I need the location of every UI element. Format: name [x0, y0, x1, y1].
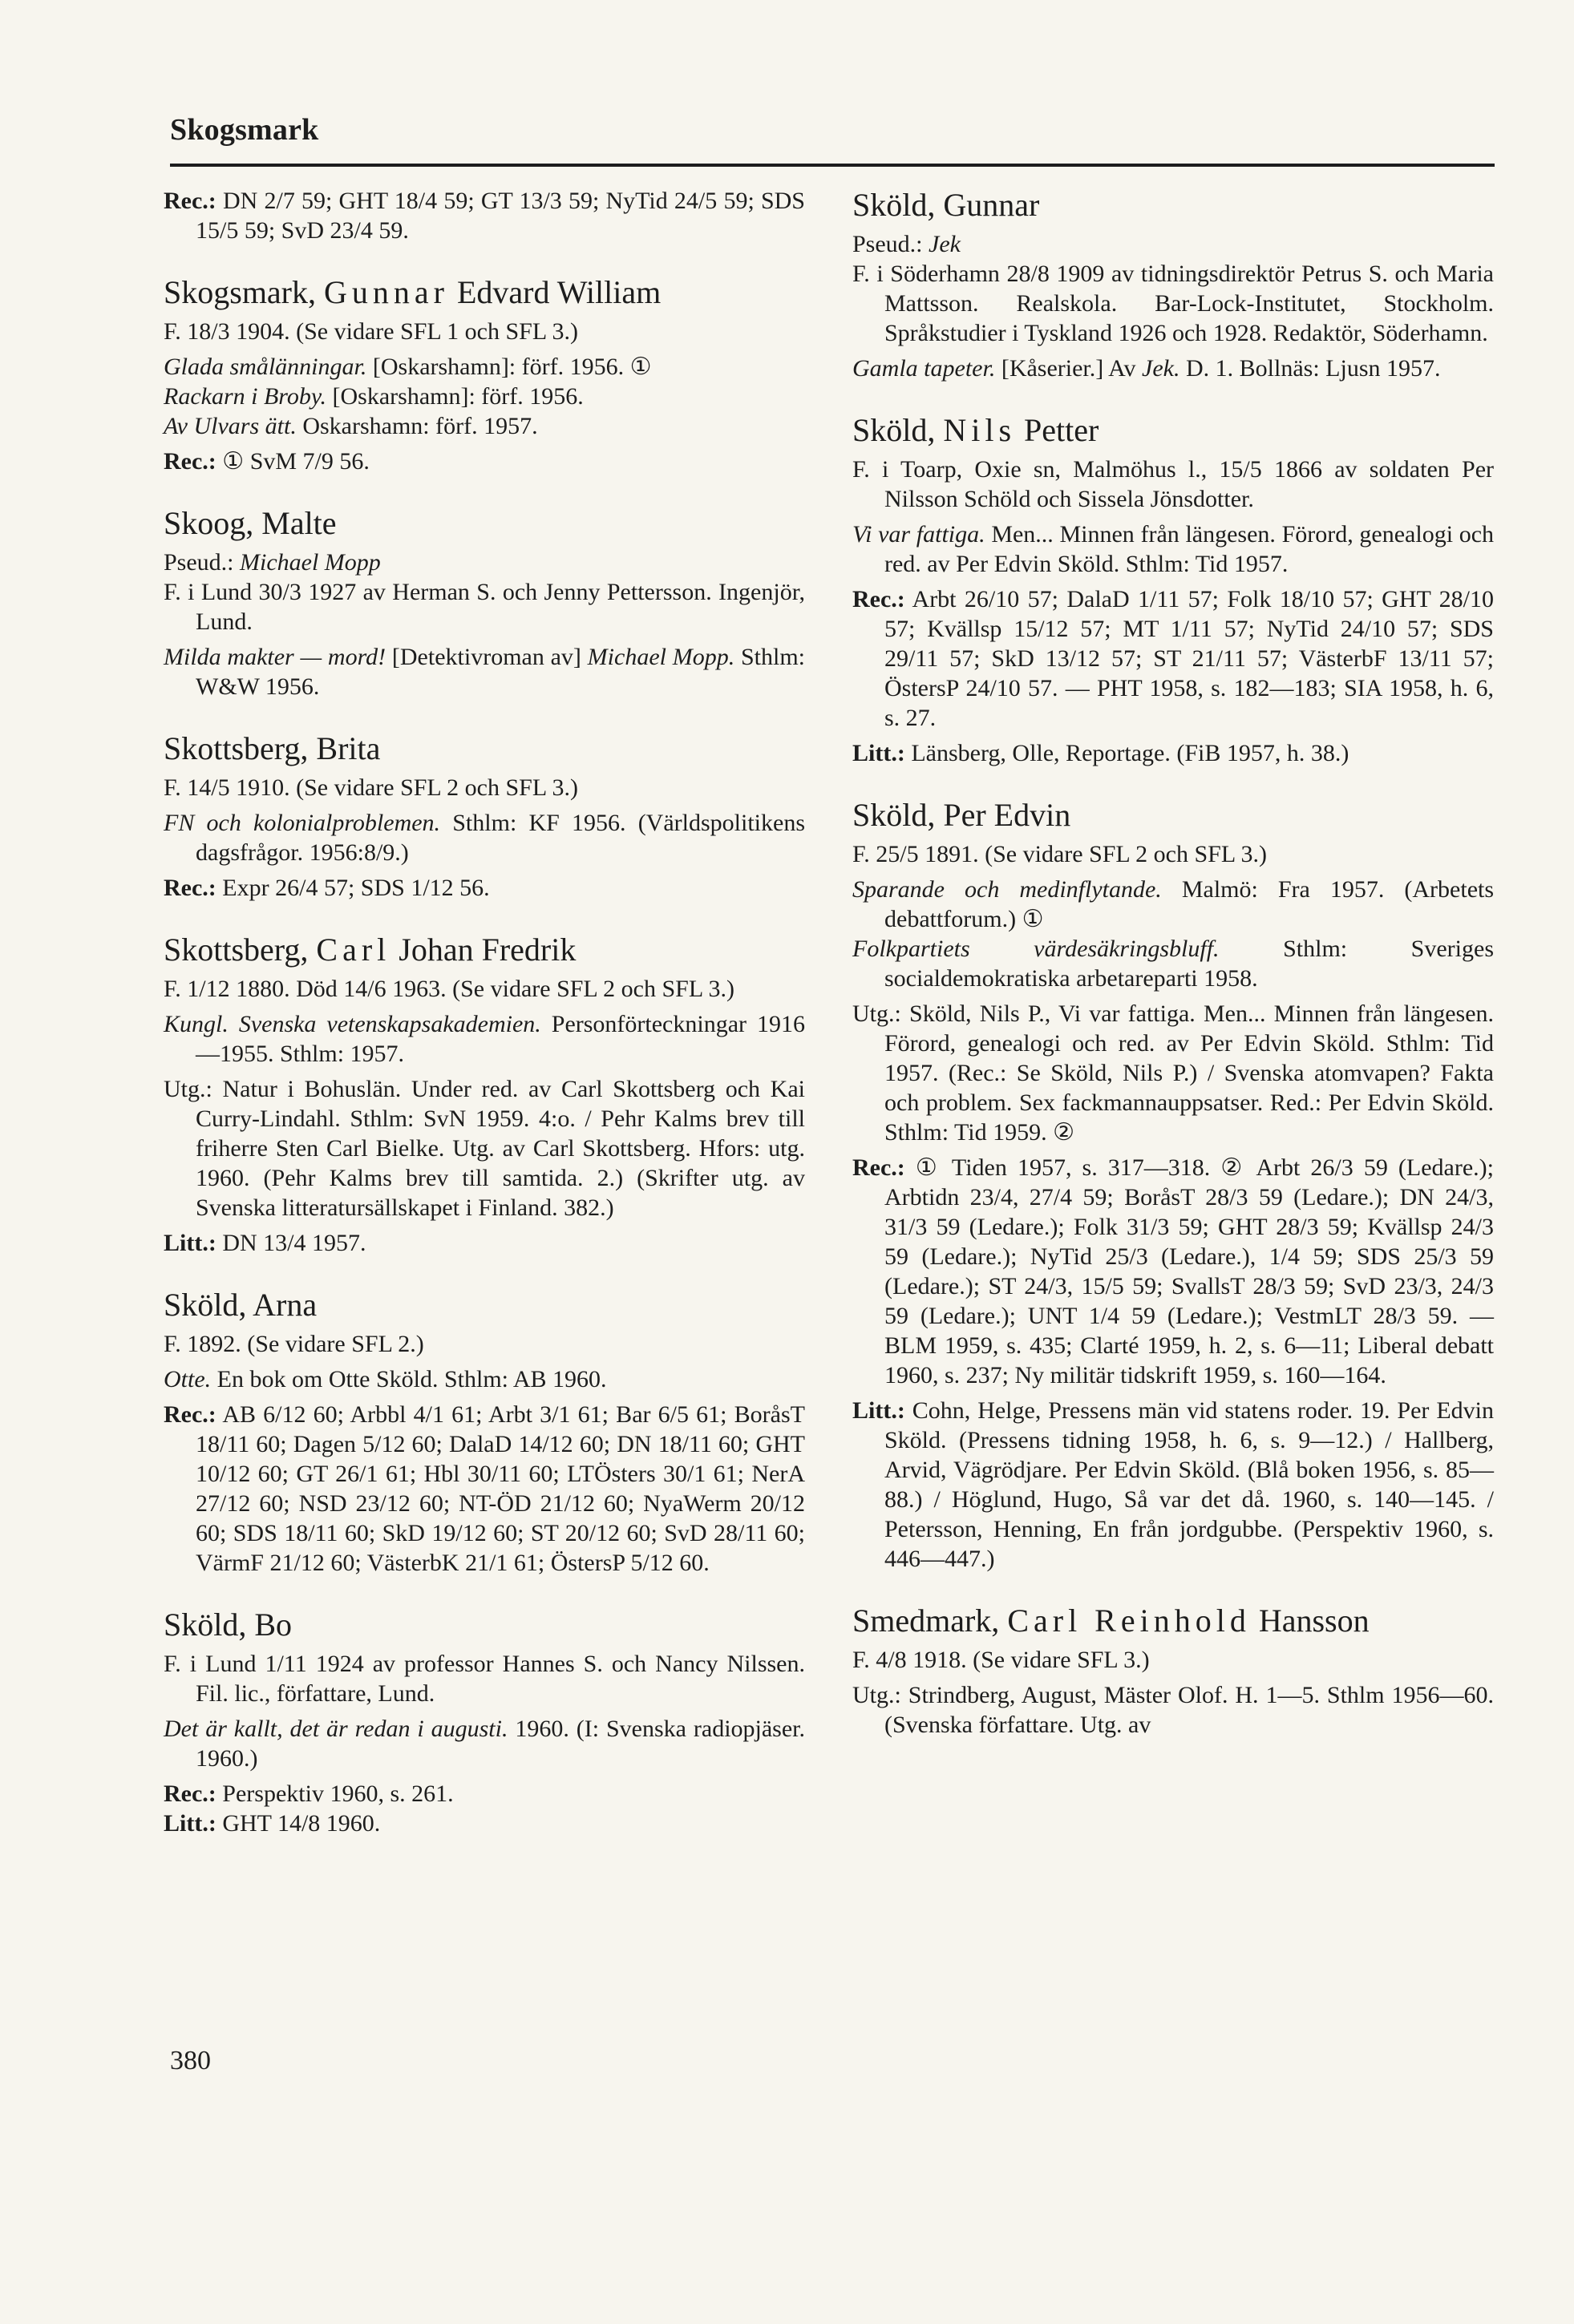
- entry-heading: Sköld, Nils Petter: [852, 412, 1099, 448]
- entry-skold-gunnar: [852, 186, 1494, 383]
- edited-works: Utg.: Sköld, Nils P., Vi var fattiga. Men... Minnen från längesen. Förord, genealogi och red. av Per Edvin Sköld. Sthlm: Tid 1957. (Rec.: Se Sköld, Nils P.) / Svenska atomvapen? Fakta och problem. Sex fackmannauppsatser. Red.: Per Edvin Sköld. Sthlm: Tid 1959. ②: [852, 1000, 1495, 1146]
- work: Sparande och medinflytande. Malmö: Fra 1957. (Arbetets debattforum.) ①: [852, 876, 1495, 932]
- entry-skold-bo: [164, 1606, 805, 1838]
- entry-heading: Skottsberg, Brita: [164, 730, 381, 766]
- bio: F. i Toarp, Oxie sn, Malmöhus l., 15/5 1866 av soldaten Per Nilsson Schöld och Sissela Jönsdotter.: [852, 456, 1494, 512]
- reviews: Rec.: Arbt 26/10 57; DalaD 1/11 57; Folk 18/10 57; GHT 28/10 57; Kvällsp 15/12 57; MT 1/11 57; NyTid 24/10 57; SDS 29/11 57; SkD 13/12 57; ST 21/11 57; VästerbF 13/11 57; ÖstersP 24/10 57. — PHT 1958, s. 182—183; SIA 1958, h. 6, s. 27.: [852, 586, 1494, 731]
- pseudonym: Pseud.: Jek: [852, 231, 961, 257]
- work: Glada smålänningar. [Oskarshamn]: förf. 1956. ①: [164, 354, 652, 380]
- work: Milda makter — mord! [Detektivroman av] Michael Mopp. Sthlm: W&W 1956.: [164, 644, 806, 700]
- bio: F. 25/5 1891. (Se vidare SFL 2 och SFL 3.): [852, 841, 1268, 867]
- work: Av Ulvars ätt. Oskarshamn: förf. 1957.: [164, 413, 538, 439]
- edited-works: Utg.: Strindberg, August, Mäster Olof. H. 1—5. Sthlm 1956—60. (Svenska författare. Utg. av: [852, 1682, 1494, 1738]
- entry-skogsmark-gunnar: [164, 273, 805, 476]
- entry-skold-arna: [164, 1286, 805, 1578]
- bio: F. 1892. (Se vidare SFL 2.): [164, 1331, 424, 1357]
- literature: Litt.: GHT 14/8 1960.: [164, 1810, 381, 1837]
- reviews: Rec.: ① SvM 7/9 56.: [164, 448, 370, 475]
- bio: F. i Lund 1/11 1924 av professor Hannes S. och Nancy Nilssen. Fil. lic., författare, Lund.: [164, 1651, 805, 1707]
- entry-skold-per-edvin: [852, 796, 1494, 1574]
- reviews: Rec.: DN 2/7 59; GHT 18/4 59; GT 13/3 59; NyTid 24/5 59; SDS 15/5 59; SvD 23/4 59.: [164, 188, 805, 244]
- work: Gamla tapeter. [Kåserier.] Av Jek. D. 1. Bollnäs: Ljusn 1957.: [852, 355, 1441, 382]
- pseudonym: Pseud.: Michael Mopp: [164, 549, 381, 576]
- header-rule: [170, 164, 1495, 167]
- reviews: Rec.: ① Tiden 1957, s. 317—318. ② Arbt 26/3 59 (Ledare.); Arbtidn 23/4, 27/4 59; BoråsT 28/3 59 (Ledare.); DN 24/3, 31/3 59 (Ledare.); Folk 31/3 59; GHT 28/3 59; Kvällsp 24/3 59 (Ledare.); NyTid 25/3 (Ledare.), 1/4 59; SDS 25/3 59 (Ledare.); ST 24/3, 15/5 59; SvallsT 28/3 59; SvD 23/3, 24/3 59 (Ledare.); UNT 1/4 59 (Ledare.); VestmLT 28/3 59. — BLM 1959, s. 435; Clarté 1959, h. 2, s. 6—11; Liberal debatt 1960, s. 237; Ny militär tidskrift 1959, s. 160—164.: [852, 1154, 1494, 1388]
- entry-heading: Smedmark, Carl Reinhold Hansson: [852, 1603, 1370, 1639]
- bio: F. 18/3 1904. (Se vidare SFL 1 och SFL 3.): [164, 318, 579, 345]
- bio: F. 14/5 1910. (Se vidare SFL 2 och SFL 3.): [164, 774, 579, 801]
- reviews: Rec.: AB 6/12 60; Arbbl 4/1 61; Arbt 3/1 61; Bar 6/5 61; BoråsT 18/11 60; Dagen 5/12 60; DalaD 14/12 60; DN 18/11 60; GHT 10/12 60; GT 26/1 61; Hbl 30/11 60; LTÖsters 30/1 61; NerA 27/12 60; NSD 23/12 60; NT-ÖD 21/12 60; NyaWerm 20/12 60; SDS 18/11 60; SkD 19/12 60; ST 20/12 60; SvD 28/11 60; VärmF 21/12 60; VästerbK 21/1 61; ÖstersP 5/12 60.: [164, 1401, 805, 1576]
- left-column: [164, 186, 805, 1844]
- right-column: [852, 186, 1494, 1745]
- work: Folkpartiets värdesäkringsbluff. Sthlm: Sveriges socialdemokratiska arbetareparti 1958.: [852, 936, 1494, 992]
- entry-skold-nils-petter: [852, 411, 1494, 768]
- work: Det är kallt, det är redan i augusti. 1960. (I: Svenska radiopjäser. 1960.): [164, 1716, 806, 1772]
- entry-heading: Skogsmark, Gunnar Edvard William: [164, 274, 662, 310]
- entry-heading: Skottsberg, Carl Johan Fredrik: [164, 932, 577, 968]
- literature: Litt.: Cohn, Helge, Pressens män vid statens roder. 19. Per Edvin Sköld. (Pressens tidning 1958, h. 6, s. 9—12.) / Hallberg, Arvid, Vägrödjare. Per Edvin Sköld. (Blå boken 1956, s. 85—88.) / Höglund, Hugo, Så var det då. 1960, s. 140—145. / Petersson, Henning, En från jordgubbe. (Perspektiv 1960, s. 446—447.): [852, 1397, 1495, 1572]
- entry-heading: Sköld, Per Edvin: [852, 797, 1071, 833]
- work: Otte. En bok om Otte Sköld. Sthlm: AB 1960.: [164, 1366, 607, 1392]
- entry-heading: Sköld, Bo: [164, 1607, 293, 1643]
- bio: F. 1/12 1880. Död 14/6 1963. (Se vidare SFL 2 och SFL 3.): [164, 976, 735, 1002]
- bio: F. i Söderhamn 28/8 1909 av tidningsdirektör Petrus S. och Maria Mattsson. Realskola. Bar-Lock-Institutet, Stockholm. Språkstudier i Tyskland 1926 och 1928. Redaktör, Söderhamn.: [852, 261, 1494, 346]
- work: Vi var fattiga. Men... Minnen från längesen. Förord, genealogi och red. av Per Edvin Sköld. Sthlm: Tid 1957.: [852, 521, 1495, 577]
- entry-skoog-malte: [164, 504, 805, 701]
- entry-skogsmark-continued: [164, 186, 805, 245]
- running-head: Skogsmark: [170, 113, 319, 147]
- work: Rackarn i Broby. [Oskarshamn]: förf. 1956.: [164, 383, 584, 410]
- literature: Litt.: Länsberg, Olle, Reportage. (FiB 1957, h. 38.): [852, 740, 1349, 766]
- entry-heading: Skoog, Malte: [164, 505, 337, 541]
- entry-skottsberg-brita: [164, 730, 805, 903]
- page-number: 380: [170, 2046, 211, 2075]
- entry-smedmark-carl: [852, 1602, 1494, 1740]
- entry-heading: Sköld, Gunnar: [852, 187, 1040, 223]
- literature: Litt.: DN 13/4 1957.: [164, 1230, 366, 1256]
- edited-works: Utg.: Natur i Bohuslän. Under red. av Carl Skottsberg och Kai Curry-Lindahl. Sthlm: SvN 1959. 4:o. / Pehr Kalms brev till friherre Sten Carl Bielke. Utg. av Carl Skottsberg. Hfors: utg. 1960. (Pehr Kalms brev till samtida. 2.) (Skrifter utg. av Svenska litteratursällskapet i Finland. 382.): [164, 1076, 805, 1221]
- entry-skottsberg-carl: [164, 931, 805, 1258]
- entry-heading: Sköld, Arna: [164, 1287, 318, 1323]
- bio: F. 4/8 1918. (Se vidare SFL 3.): [852, 1647, 1150, 1673]
- work: Kungl. Svenska vetenskapsakademien. Personförteckningar 1916—1955. Sthlm: 1957.: [164, 1011, 805, 1067]
- reviews: Rec.: Expr 26/4 57; SDS 1/12 56.: [164, 875, 490, 901]
- reviews: Rec.: Perspektiv 1960, s. 261.: [164, 1780, 454, 1807]
- bio: F. i Lund 30/3 1927 av Herman S. och Jenny Pettersson. Ingenjör, Lund.: [164, 579, 805, 635]
- work: FN och kolonialproblemen. Sthlm: KF 1956. (Världspolitikens dagsfrågor. 1956:8/9.): [164, 810, 805, 866]
